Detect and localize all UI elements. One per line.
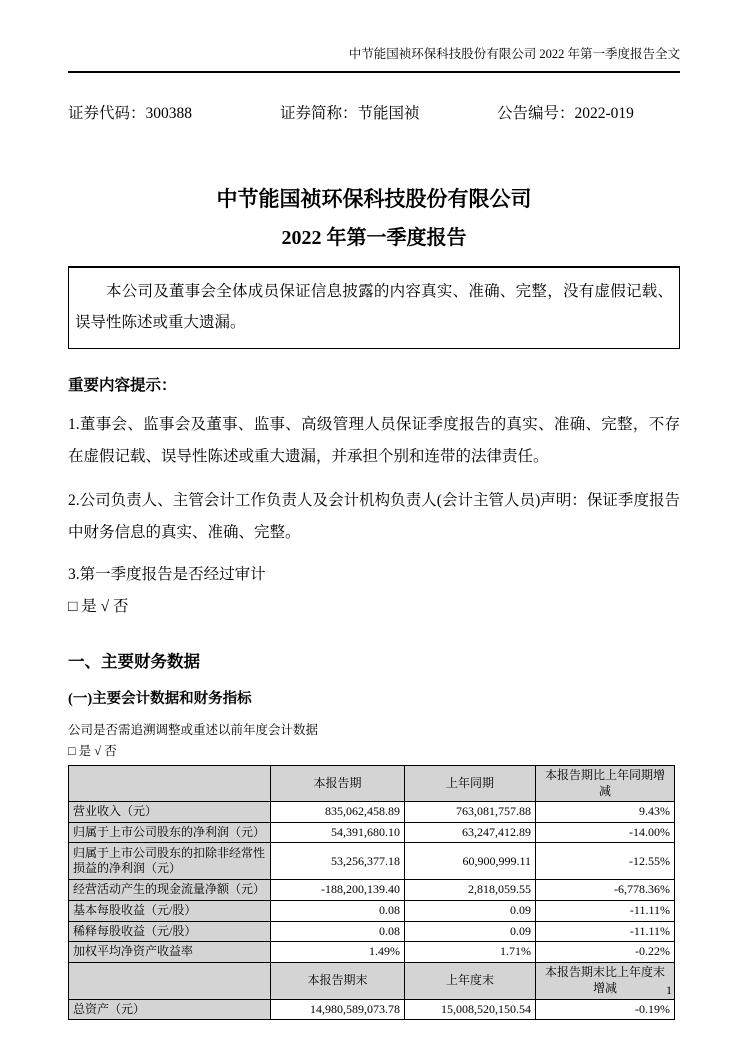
header-cell-end-change: 本报告期末比上年度末增减 <box>536 962 675 999</box>
table-row-diluted-eps <box>69 921 675 942</box>
table-header-row-period <box>69 766 675 802</box>
restatement-question: 公司是否需追溯调整或重述以前年度会计数据 <box>68 723 319 737</box>
restatement-answer-checkboxes: □ 是 √ 否 <box>68 744 117 758</box>
metric-label: 经营活动产生的现金流量净额（元） <box>69 880 271 901</box>
important-note-3: 3.第一季度报告是否经过审计 <box>68 566 266 583</box>
stock-code: 证券代码：300388 <box>68 105 193 122</box>
audit-answer-checkboxes: □ 是 √ 否 <box>68 598 129 615</box>
metric-prior: 2,818,059.55 <box>405 880 536 901</box>
running-header: 中节能国祯环保科技股份有限公司 2022 年第一季度报告全文 <box>348 47 680 61</box>
header-cell-period-end: 本报告期末 <box>271 962 405 999</box>
report-title: 2022 年第一季度报告 <box>281 227 467 249</box>
table-row-net-profit <box>69 822 675 843</box>
metric-label: 归属于上市公司股东的扣除非经常性损益的净利润（元） <box>69 843 271 880</box>
important-note-1: 1.董事会、监事会及董事、监事、高级管理人员保证季度报告的真实、准确、完整，不存在虚假记载、误导性陈述或重大遗漏，并承担个别和连带的法律责任。 <box>68 416 680 465</box>
announcement-number: 公告编号：2022-019 <box>497 105 634 122</box>
company-title: 中节能国祯环保科技股份有限公司 <box>216 187 532 211</box>
metric-prior: 0.09 <box>405 921 536 942</box>
metric-label: 总资产（元） <box>69 999 271 1020</box>
metric-label: 稀释每股收益（元/股） <box>69 921 271 942</box>
table-header-row-period-end <box>69 962 675 999</box>
header-cell-prior-year-end: 上年度末 <box>405 962 536 999</box>
metric-prior: 0.09 <box>405 900 536 921</box>
metric-prior: 763,081,757.88 <box>405 802 536 823</box>
metric-label: 加权平均净资产收益率 <box>69 942 271 963</box>
header-cell-blank <box>69 962 271 999</box>
stock-short-name: 证券简称：节能国祯 <box>280 105 420 122</box>
metric-change: -12.55% <box>536 843 675 880</box>
page-content <box>0 46 743 1020</box>
metric-current: -188,200,139.40 <box>271 880 405 901</box>
metric-change: -14.00% <box>536 822 675 843</box>
important-notes-heading: 重要内容提示： <box>68 377 177 394</box>
metric-current: 54,391,680.10 <box>271 822 405 843</box>
section-heading-financial-data: 一、主要财务数据 <box>68 652 200 671</box>
metric-label: 基本每股收益（元/股） <box>69 900 271 921</box>
header-cell-change: 本报告期比上年同期增减 <box>536 766 675 802</box>
metric-change: -0.19% <box>536 999 675 1020</box>
metric-current: 835,062,458.89 <box>271 802 405 823</box>
metric-current: 0.08 <box>271 900 405 921</box>
metric-change: 9.43% <box>536 802 675 823</box>
table-row-total-assets <box>69 999 675 1020</box>
table-row-revenue <box>69 802 675 823</box>
metric-prior: 60,900,999.11 <box>405 843 536 880</box>
metric-prior: 15,008,520,150.54 <box>405 999 536 1020</box>
header-cell-prior-period: 上年同期 <box>405 766 536 802</box>
header-cell-blank <box>69 766 271 802</box>
important-note-2: 2.公司负责人、主管会计工作负责人及会计机构负责人(会计主管人员)声明：保证季度报告中财务信息的真实、准确、完整。 <box>68 492 680 541</box>
metric-current: 0.08 <box>271 921 405 942</box>
metric-label: 归属于上市公司股东的净利润（元） <box>69 822 271 843</box>
subsection-heading-key-indicators: (一)主要会计数据和财务指标 <box>68 691 252 707</box>
metric-label: 营业收入（元） <box>69 802 271 823</box>
metric-change: -6,778.36% <box>536 880 675 901</box>
metric-prior: 63,247,412.89 <box>405 822 536 843</box>
stock-info-row <box>68 101 680 123</box>
table-row-weighted-avg-roe <box>69 942 675 963</box>
metric-current: 53,256,377.18 <box>271 843 405 880</box>
metric-prior: 1.71% <box>405 942 536 963</box>
financial-indicators-table <box>68 765 675 1020</box>
table-row-operating-cash-flow <box>69 880 675 901</box>
metric-change: -11.11% <box>536 921 675 942</box>
metric-change: -11.11% <box>536 900 675 921</box>
table-row-net-profit-excl-nonrecurring <box>69 843 675 880</box>
table-row-basic-eps <box>69 900 675 921</box>
metric-current: 1.49% <box>271 942 405 963</box>
metric-change: -0.22% <box>536 942 675 963</box>
header-cell-current-period: 本报告期 <box>271 766 405 802</box>
metric-current: 14,980,589,073.78 <box>271 999 405 1020</box>
board-statement-box: 本公司及董事会全体成员保证信息披露的内容真实、准确、完整，没有虚假记载、误导性陈述或重大遗漏。 <box>68 266 680 349</box>
header-divider <box>68 71 680 73</box>
page-number: 1 <box>666 983 672 997</box>
